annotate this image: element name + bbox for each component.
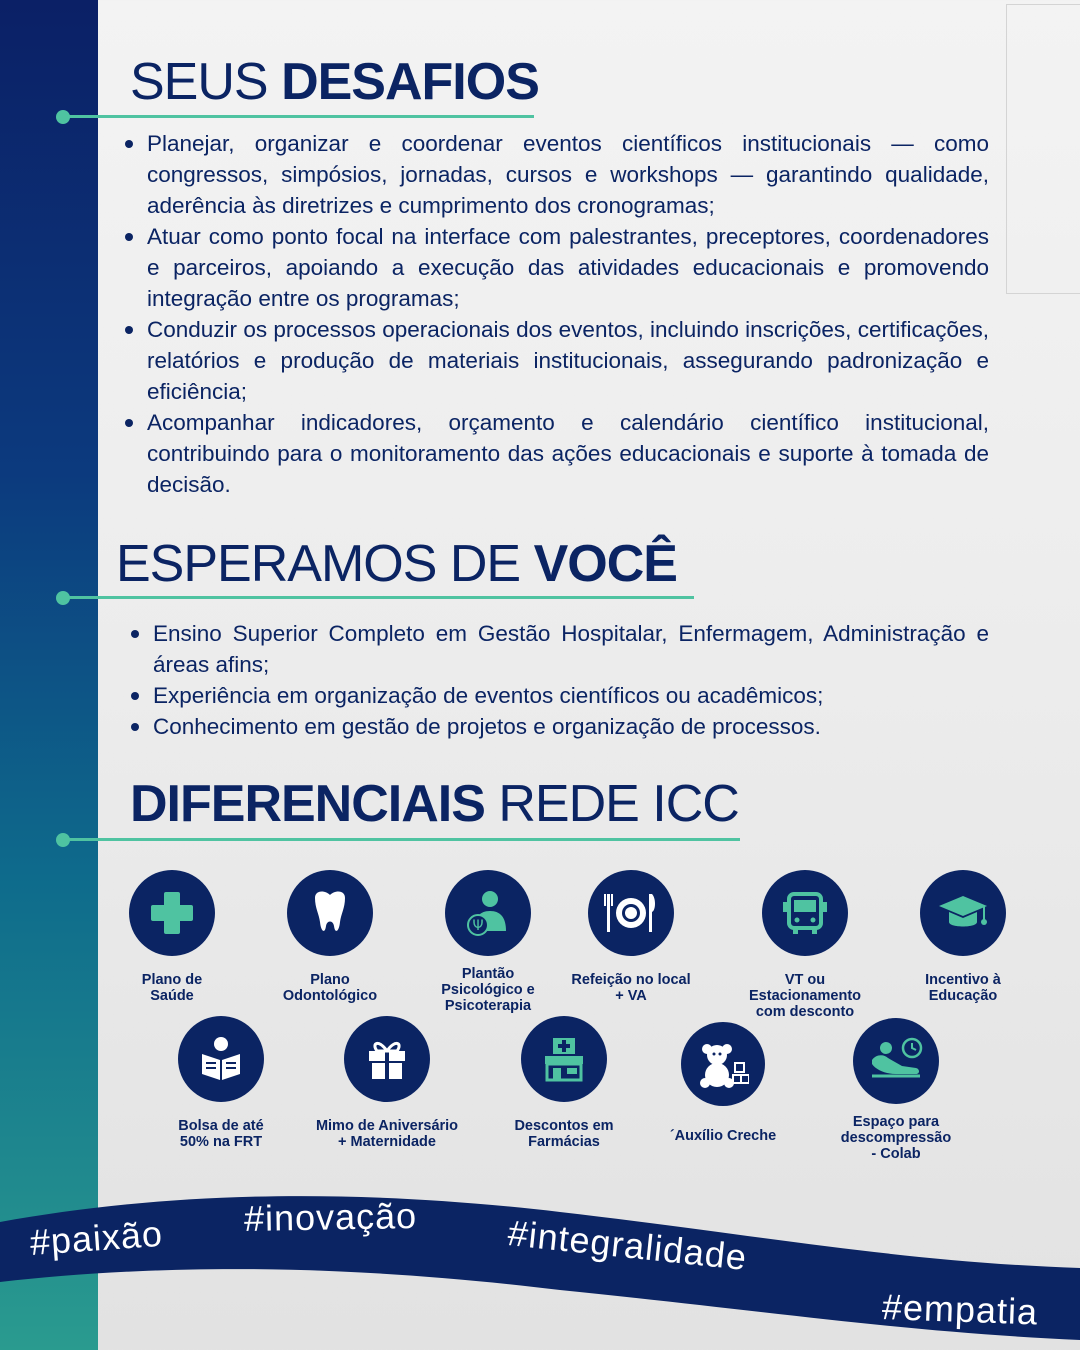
requirement-item: Conhecimento em gestão de projetos e organização de processos.: [129, 711, 989, 742]
benefit-label: Espaço para descompressão - Colab: [840, 1114, 952, 1162]
requirements-title-bold: VOCÊ: [533, 535, 677, 593]
benefit-label: ´Auxílio Creche: [669, 1128, 777, 1144]
challenge-item: Atuar como ponto focal na interface com palestrantes, preceptores, coordenadores e parceiros, apoiando a execução das atividades educacionais e promovendo integração entre os programas;: [123, 221, 989, 314]
requirement-item: Ensino Superior Completo em Gestão Hospitalar, Enfermagem, Administração e áreas afins;: [129, 618, 989, 680]
requirement-item: Experiência em organização de eventos científicos ou acadêmicos;: [129, 680, 989, 711]
challenges-title-light: SEUS: [130, 53, 282, 111]
hashtag-empatia: #empatia: [881, 1286, 1039, 1333]
benefit-label: Plantão Psicológico e Psicoterapia: [441, 966, 535, 1014]
benefit-label: Plano de Saúde: [141, 972, 203, 1004]
benefit-label: Descontos em Farmácias: [514, 1118, 614, 1150]
benefits-title-light: REDE ICC: [484, 775, 739, 833]
hashtag-paixao: #paixão: [28, 1212, 165, 1263]
hashtag-integralidade: #integralidade: [505, 1212, 750, 1278]
benefit-label: Mimo de Aniversário + Maternidade: [315, 1118, 459, 1150]
benefit-label: Plano Odontológico: [282, 972, 378, 1004]
benefit-label: Incentivo à Educação: [925, 972, 1001, 1004]
benefits-title-bold: DIFERENCIAIS: [130, 775, 485, 833]
challenge-item: Acompanhar indicadores, orçamento e calendário científico institucional, contribuindo para o monitoramento das ações educacionais e suporte à tomada de decisão.: [123, 407, 989, 500]
benefit-label: Refeição no local + VA: [571, 972, 691, 1004]
requirements-title-light: ESPERAMOS DE: [116, 535, 534, 593]
challenge-item: Conduzir os processos operacionais dos eventos, incluindo inscrições, certificações, relatórios e produção de materiais institucionais, assegurando padronização e eficiência;: [123, 314, 989, 407]
benefit-label: Bolsa de até 50% na FRT: [178, 1118, 264, 1150]
svg-text:Ψ: Ψ: [472, 918, 484, 934]
challenges-title-bold: DESAFIOS: [281, 53, 539, 111]
benefit-label: VT ou Estacionamento com desconto: [749, 972, 861, 1020]
challenge-item: Planejar, organizar e coordenar eventos científicos institucionais — como congressos, simpósios, jornadas, cursos e workshops — garantindo qualidade, aderência às diretrizes e cumprimento dos cronogramas;: [123, 128, 989, 221]
hashtag-inovacao: #inovação: [243, 1194, 418, 1239]
